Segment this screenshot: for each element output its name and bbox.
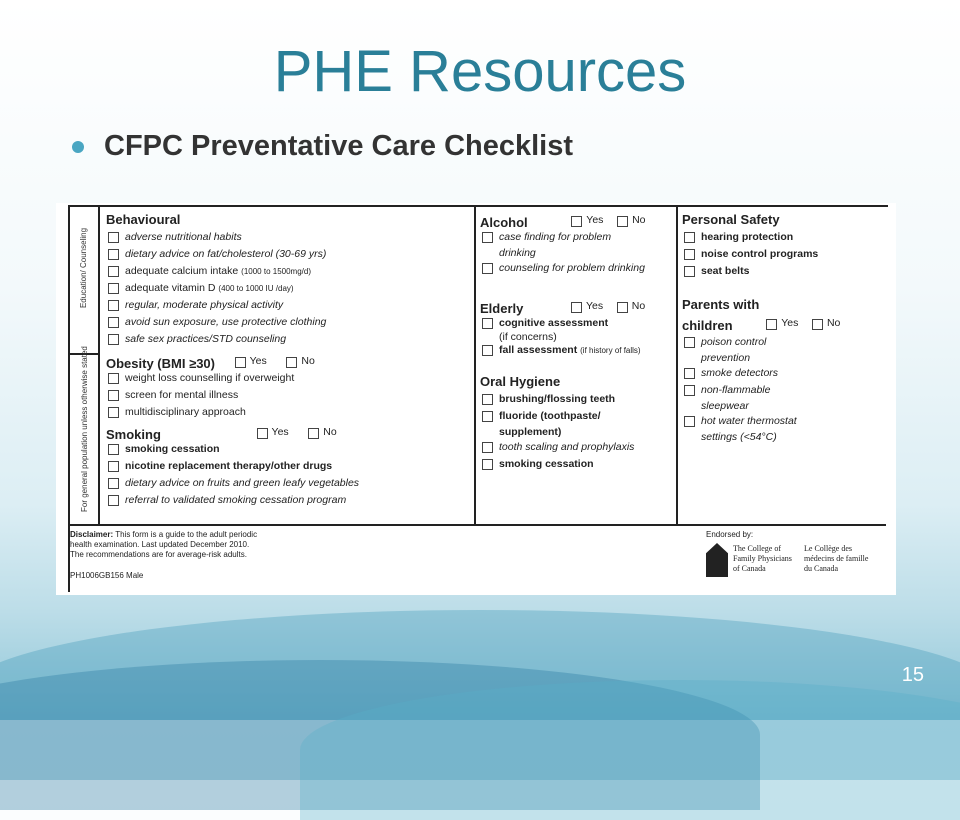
alcohol-heading: Alcohol Yes No (480, 211, 675, 229)
no-option[interactable]: No (615, 211, 645, 229)
checkbox[interactable] (257, 428, 268, 439)
no-option[interactable]: No (306, 423, 336, 441)
checklist-item[interactable]: weight loss counselling if overweight (106, 370, 466, 387)
checkbox[interactable] (617, 302, 628, 313)
checkbox[interactable] (482, 459, 493, 470)
item-note: (if concerns) (499, 331, 557, 343)
checklist-item[interactable]: hearing protection (682, 229, 882, 246)
checklist-item[interactable]: cognitive assessment (480, 315, 675, 332)
checkbox[interactable] (812, 319, 823, 330)
form-code: PH1006GB156 Male (70, 571, 144, 580)
personal-safety-heading: Personal Safety (682, 212, 780, 227)
disclaimer: Disclaimer: This form is a guide to the adult periodic health examination. Last updated December 2010. The recommendations are for average-risk adults. (70, 530, 258, 559)
checklist-item[interactable]: smoking cessation (106, 441, 466, 458)
smoking-heading: Smoking Yes No (106, 423, 466, 441)
checkbox[interactable] (108, 495, 119, 506)
page-number: 15 (901, 664, 924, 686)
checkbox[interactable] (108, 407, 119, 418)
item-continuation: settings (<54°C) (701, 431, 777, 443)
checklist-item[interactable]: smoke detectors (682, 365, 882, 382)
checklist-item[interactable]: noise control programs (682, 246, 882, 263)
checklist-item[interactable]: avoid sun exposure, use protective clothing (106, 314, 466, 331)
yes-option[interactable]: Yes (764, 314, 798, 332)
checkbox[interactable] (286, 357, 297, 368)
checkbox[interactable] (482, 232, 493, 243)
checkbox[interactable] (108, 317, 119, 328)
cfpc-name-fr: Le Collège des médecins de famille du Canada (804, 544, 869, 573)
slide-title: PHE Resources (273, 39, 687, 104)
checklist-item[interactable]: multidisciplinary approach (106, 404, 466, 421)
divider (474, 205, 476, 525)
checklist-item[interactable]: adequate vitamin D (400 to 1000 IU /day) (106, 280, 466, 297)
item-continuation: sleepwear (701, 400, 749, 412)
checklist-item[interactable]: dietary advice on fruits and green leafy vegetables (106, 475, 466, 492)
cfpc-name-en: The College of Family Physicians of Canada (733, 544, 792, 573)
checkbox[interactable] (482, 318, 493, 329)
yes-option[interactable]: Yes (569, 211, 603, 229)
parents-heading-line2: children Yes No (682, 314, 882, 332)
obesity-heading: Obesity (BMI ≥30) Yes No (106, 352, 466, 370)
behavioural-heading: Behavioural (106, 212, 181, 227)
checklist-item[interactable]: dietary advice on fat/cholesterol (30-69 yrs) (106, 246, 466, 263)
item-continuation: drinking (499, 247, 536, 259)
checklist-item[interactable]: poison control (682, 334, 882, 351)
checkbox[interactable] (482, 263, 493, 274)
checkbox[interactable] (108, 266, 119, 277)
personal-safety-column (682, 211, 882, 444)
checklist-item[interactable]: fluoride (toothpaste/ (480, 408, 675, 425)
checkbox[interactable] (684, 232, 695, 243)
item-continuation: supplement) (499, 426, 562, 438)
yes-option[interactable]: Yes (233, 352, 267, 370)
parents-heading: Parents with (682, 297, 760, 312)
checkbox[interactable] (482, 411, 493, 422)
checkbox[interactable] (108, 232, 119, 243)
checkbox[interactable] (108, 461, 119, 472)
elderly-heading: Elderly Yes No (480, 297, 675, 315)
checkbox[interactable] (482, 345, 493, 356)
checklist-item[interactable]: referral to validated smoking cessation program (106, 492, 466, 509)
behavioural-column (106, 211, 466, 509)
checklist-item[interactable]: hot water thermostat (682, 413, 882, 430)
checklist-item[interactable]: regular, moderate physical activity (106, 297, 466, 314)
checkbox[interactable] (108, 334, 119, 345)
checkbox[interactable] (482, 394, 493, 405)
bullet-dot-icon (72, 141, 84, 153)
checklist-item[interactable]: adequate calcium intake (1000 to 1500mg/d) (106, 263, 466, 280)
checklist-form-image (56, 203, 896, 595)
divider (676, 205, 678, 525)
checklist-item[interactable]: screen for mental illness (106, 387, 466, 404)
side-label-education: Education/ Counseling (79, 227, 88, 309)
item-continuation: prevention (701, 352, 751, 364)
divider (68, 524, 886, 526)
no-option[interactable]: No (810, 314, 840, 332)
checklist-item[interactable]: nicotine replacement therapy/other drugs (106, 458, 466, 475)
checklist-item[interactable]: seat belts (682, 263, 882, 280)
checkbox[interactable] (684, 337, 695, 348)
checklist-item[interactable]: counseling for problem drinking (480, 260, 675, 277)
checkbox[interactable] (108, 283, 119, 294)
checkbox[interactable] (108, 390, 119, 401)
checklist-item[interactable]: adverse nutritional habits (106, 229, 466, 246)
checkbox[interactable] (684, 385, 695, 396)
checkbox[interactable] (108, 373, 119, 384)
checkbox[interactable] (108, 478, 119, 489)
yes-option[interactable]: Yes (255, 423, 289, 441)
checkbox[interactable] (108, 249, 119, 260)
oral-hygiene-heading: Oral Hygiene (480, 374, 561, 389)
checkbox[interactable] (684, 249, 695, 260)
checkbox[interactable] (108, 300, 119, 311)
checklist-item[interactable]: safe sex practices/STD counseling (106, 331, 466, 348)
no-option[interactable]: No (615, 297, 645, 315)
alcohol-column (480, 211, 675, 473)
checkbox[interactable] (235, 357, 246, 368)
checkbox[interactable] (684, 266, 695, 277)
checklist-item[interactable]: fall assessment (if history of falls) (480, 342, 675, 359)
checklist-item[interactable]: non-flammable (682, 382, 882, 399)
bullet-item (72, 130, 573, 163)
checkbox[interactable] (482, 442, 493, 453)
endorsed-label: Endorsed by: (706, 530, 754, 539)
checkbox[interactable] (571, 302, 582, 313)
checklist-item[interactable]: smoking cessation (480, 456, 675, 473)
divider (98, 205, 100, 525)
checklist-item[interactable]: case finding for problem (480, 229, 675, 246)
checkbox[interactable] (617, 216, 628, 227)
no-option[interactable]: No (284, 352, 314, 370)
checkbox[interactable] (684, 416, 695, 427)
checkbox[interactable] (766, 319, 777, 330)
yes-option[interactable]: Yes (569, 297, 603, 315)
side-label-population: For general population unless otherwise stated (80, 346, 89, 512)
bullet-text: CFPC Preventative Care Checklist (104, 130, 574, 162)
checkbox[interactable] (308, 428, 319, 439)
checklist-item[interactable]: brushing/flossing teeth (480, 391, 675, 408)
checkbox[interactable] (571, 216, 582, 227)
checkbox[interactable] (684, 368, 695, 379)
checklist-item[interactable]: tooth scaling and prophylaxis (480, 439, 675, 456)
checkbox[interactable] (108, 444, 119, 455)
